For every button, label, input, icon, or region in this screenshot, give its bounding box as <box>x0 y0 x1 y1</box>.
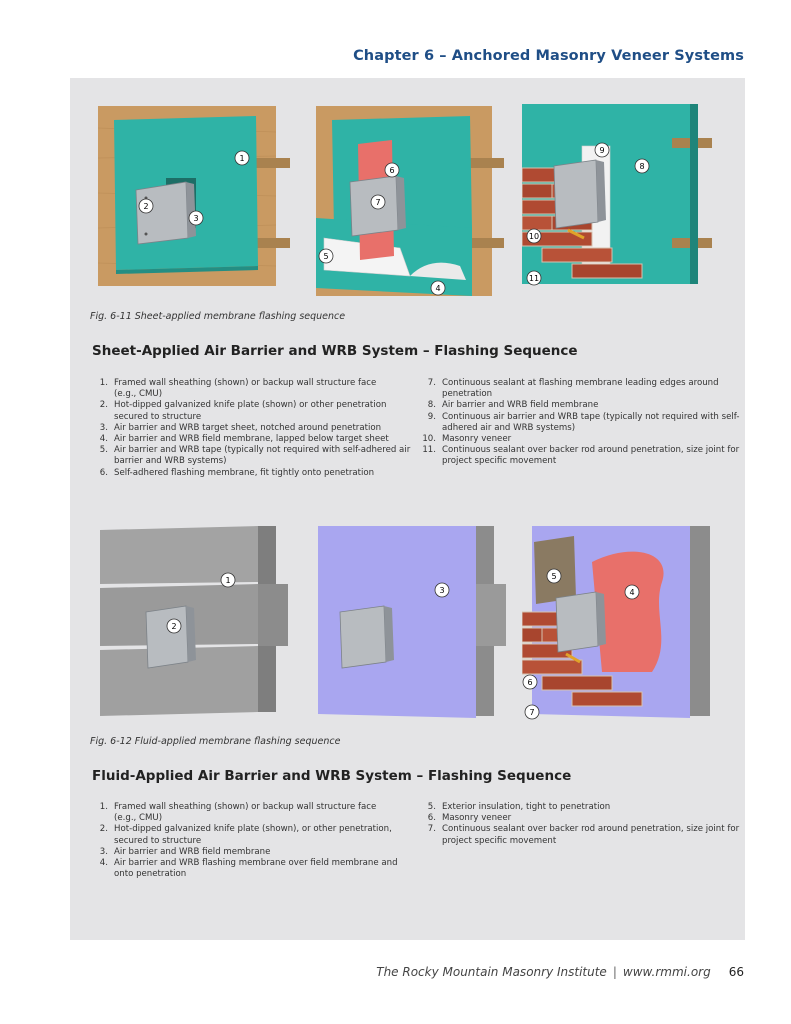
list-item: 5. Exterior insulation, tight to penetration <box>427 802 611 812</box>
section-1-list-right <box>420 378 740 468</box>
list-item: 9. Continuous air barrier and WRB tape (typically not required with self- adhered air and WRB systems) <box>427 411 740 433</box>
list-item: 6. Masonry veneer <box>427 813 512 824</box>
callout-3: 3 <box>439 586 445 595</box>
sheet-applied-step-1-illustration <box>96 98 296 303</box>
list-item: 8. Air barrier and WRB field membrane <box>427 400 599 411</box>
sheet-applied-step-2-illustration <box>310 98 510 303</box>
section-2-heading: Fluid-Applied Air Barrier and WRB System – Flashing Sequence <box>92 768 572 784</box>
section-1-heading: Sheet-Applied Air Barrier and WRB System – Flashing Sequence <box>92 343 578 359</box>
figure-6-12 <box>70 522 745 732</box>
section-2-list-left <box>92 802 412 880</box>
chapter-title: Chapter 6 – Anchored Masonry Veneer Systems <box>353 48 744 64</box>
figure-6-11 <box>70 98 745 303</box>
callout-4: 4 <box>629 588 635 597</box>
list-item: 2. Hot-dipped galvanized knife plate (shown) or other penetration secured to structure <box>99 400 387 422</box>
fluid-applied-step-1-illustration <box>96 522 296 732</box>
footer-website[interactable]: www.rmmi.org <box>622 965 711 979</box>
callout-9: 9 <box>599 146 605 155</box>
list-item: 10. Masonry veneer <box>422 434 512 445</box>
fluid-applied-step-3-illustration <box>522 522 727 732</box>
list-item: 7. Continuous sealant over backer rod around penetration, size joint for project specific movement <box>427 824 740 846</box>
list-item: 6. Self-adhered flashing membrane, fit tightly onto penetration <box>99 467 375 478</box>
content-panel <box>70 78 745 940</box>
callout-11: 11 <box>528 274 540 283</box>
list-item: 1. Framed wall sheathing (shown) or backup wall structure face (e.g., CMU) <box>99 378 377 400</box>
callout-5: 5 <box>323 252 329 261</box>
list-item: 4. Air barrier and WRB flashing membrane over field membrane and onto penetration <box>99 858 398 880</box>
list-item: 3. Air barrier and WRB field membrane <box>99 846 271 857</box>
footer-institute: The Rocky Mountain Masonry Institute <box>376 965 607 979</box>
list-item: 11. Continuous sealant over backer rod around penetration, size joint for project specific movement <box>422 445 740 467</box>
callout-3: 3 <box>193 214 199 223</box>
footer-separator: | <box>612 965 617 979</box>
callout-6: 6 <box>389 166 395 175</box>
figure-6-12-caption: Fig. 6-12 Fluid-applied membrane flashing sequence <box>90 736 341 747</box>
list-item: 5. Air barrier and WRB tape (typically not required with self-adhered air barrier and WRB systems) <box>99 445 411 467</box>
list-item: 4. Air barrier and WRB field membrane, lapped below target sheet <box>99 434 389 445</box>
section-2-list-right <box>420 802 740 847</box>
callout-4: 4 <box>435 284 441 293</box>
callout-2: 2 <box>171 622 177 631</box>
section-1-list-left <box>92 378 412 479</box>
callout-7: 7 <box>375 198 381 207</box>
callout-5: 5 <box>551 572 557 581</box>
page-footer <box>376 965 744 979</box>
list-item: 1. Framed wall sheathing (shown) or backup wall structure face (e.g., CMU) <box>99 802 377 824</box>
list-item: 2. Hot-dipped galvanized knife plate (shown), or other penetration, secured to structure <box>99 824 392 846</box>
callout-6: 6 <box>527 678 533 687</box>
callout-1: 1 <box>239 154 245 163</box>
fluid-applied-step-2-illustration <box>314 522 514 732</box>
sheet-applied-step-3-illustration <box>522 98 727 303</box>
callout-1: 1 <box>225 576 231 585</box>
callout-10: 10 <box>528 232 540 241</box>
figure-6-11-caption: Fig. 6-11 Sheet-applied membrane flashing sequence <box>90 311 346 322</box>
page-number: 66 <box>728 965 744 979</box>
callout-2: 2 <box>143 202 149 211</box>
callout-8: 8 <box>639 162 645 171</box>
list-item: 7. Continuous sealant at flashing membrane leading edges around penetration <box>427 378 719 400</box>
callout-7: 7 <box>529 708 535 717</box>
list-item: 3. Air barrier and WRB target sheet, notched around penetration <box>99 422 382 433</box>
